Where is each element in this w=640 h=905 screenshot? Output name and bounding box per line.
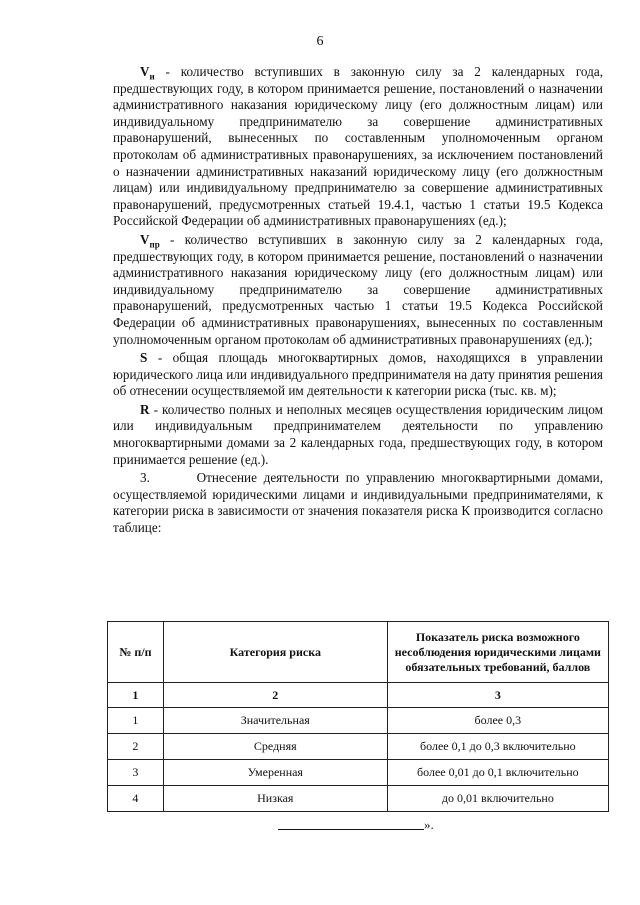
table-cell: 1 [108, 683, 164, 708]
paragraph-s: S - общая площадь многоквартирных домов, находящихся в управлении юридического лица или индивидуального предпринимателя на дату принятия решения об отнесении осуществляемой им деятельности к категории риска (тыс. кв. м); [113, 350, 603, 399]
risk-category-table [107, 621, 609, 812]
table-cell: 1 [108, 708, 164, 734]
table-cell: Средняя [163, 734, 387, 760]
table-row [108, 786, 609, 812]
table-index-row [108, 683, 609, 708]
table-cell: более 0,01 до 0,1 включительно [387, 760, 608, 786]
symbol: $V_и$ [140, 64, 155, 82]
table-cell: Значительная [163, 708, 387, 734]
paragraph-v-i: $V_и$ - количество вступивших в законную силу за 2 календарных года, предшествующих году, в котором принимается решение, постановлений о назначении административного наказания юридическому лицу (его должностным лицам) или индивидуальному предпринимателю за совершение административных правонарушений, вынесенных по составленным уполномоченным органом протоколам об административных правонарушениях, за исключением постановлений о назначении административных наказаний юридическому лицу (его должностным лицам) или индивидуальному предпринимателю за совершение административных правонарушений, предусмотренных статьей 19.4.1, частью 1 статьи 19.5 Кодекса Российской Федерации об административных правонарушениях (ед.); [113, 64, 603, 229]
table-row [108, 760, 609, 786]
header-category: Категория риска [163, 622, 387, 683]
table-cell: до 0,01 включительно [387, 786, 608, 812]
table-cell: 3 [387, 683, 608, 708]
closing-quote: ». [424, 817, 434, 832]
table-cell: 4 [108, 786, 164, 812]
body-text [113, 64, 603, 539]
symbol: R [140, 401, 150, 417]
table-cell: Низкая [163, 786, 387, 812]
table-row [108, 708, 609, 734]
table-cell: Умеренная [163, 760, 387, 786]
symbol: S [140, 350, 148, 366]
table-cell: 2 [163, 683, 387, 708]
symbol: $V_{пр}$ [140, 231, 160, 250]
signature-underline [278, 817, 424, 830]
paragraph-v-pr: $V_{пр}$ - количество вступивших в законную силу за 2 календарных года, предшествующих году, в котором принимается решение, постановлений о назначении административного наказания юридическому лицу (его должностным лицам) или индивидуальному предпринимателю за совершение административных правонарушений, предусмотренных частью 1 статьи 19.5 Кодекса Российской Федерации об административных правонарушениях, вынесенных по составленным уполномоченным органом протоколам об административных правонарушениях (ед.); [113, 231, 603, 347]
table-cell: более 0,3 [387, 708, 608, 734]
table-row [108, 734, 609, 760]
table-cell: более 0,1 до 0,3 включительно [387, 734, 608, 760]
table-cell: 3 [108, 760, 164, 786]
page-number: 6 [316, 34, 324, 49]
paragraph-r: R - количество полных и неполных месяцев осуществления юридическим лицом или индивидуальным предпринимателем деятельности по управлению многоквартирными домами за 2 календарных года, предшествующих году, в котором принимается решение (ед.). [113, 401, 603, 467]
table-cell: 2 [108, 734, 164, 760]
header-number: № п/п [108, 622, 164, 683]
paragraph-3: 3. Отнесение деятельности по управлению многоквартирными домами, осуществляемой юридическими лицами и индивидуальными предпринимателями, к категории риска в зависимости от значения показателя риска К производится согласно таблице: [113, 470, 603, 536]
table-header-row [108, 622, 609, 683]
closing-line [278, 817, 434, 833]
header-indicator: Показатель риска возможного несоблюдения юридическими лицами обязательных требований, баллов [387, 622, 608, 683]
